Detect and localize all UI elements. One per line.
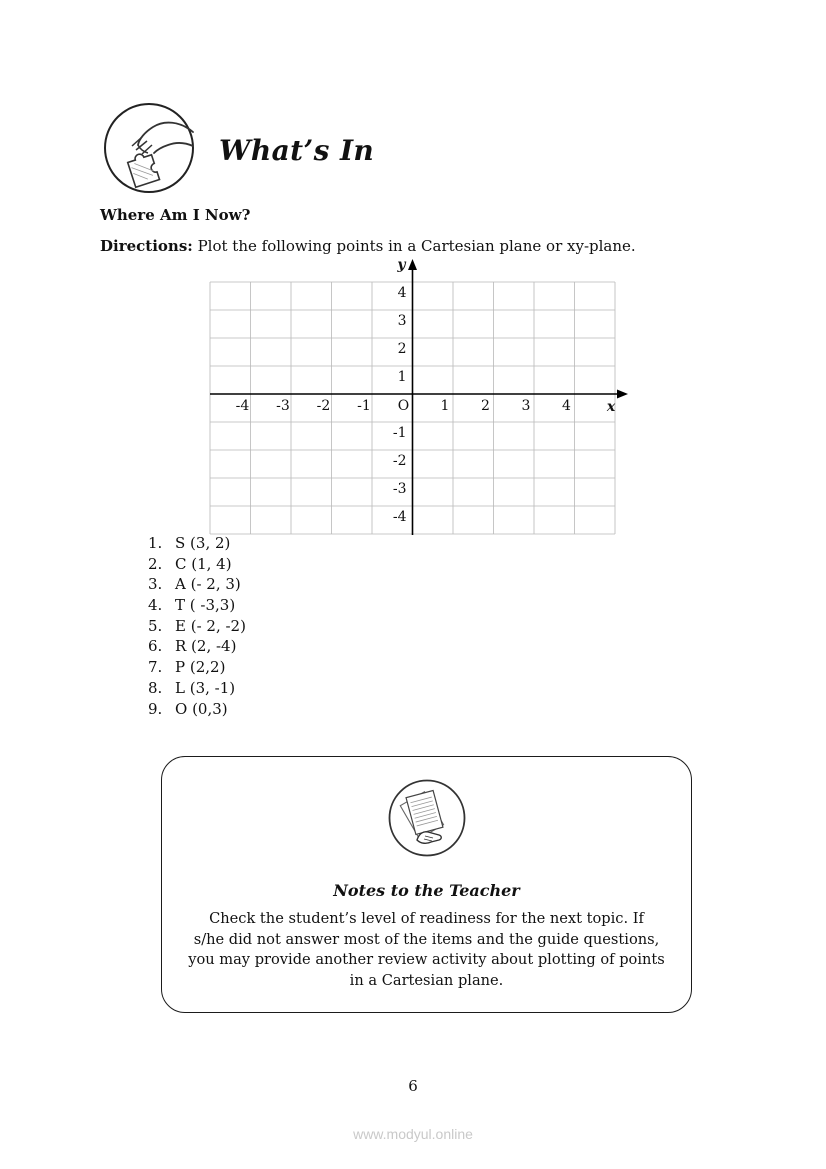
tick-label: 3 [397,313,407,329]
tick-label: -2 [392,453,407,469]
list-item [148,637,246,658]
tick-label: 4 [397,285,407,301]
notes-body-line: s/he did not answer most of the items and the guide questions, [193,930,660,948]
tick-label: 3 [521,398,531,414]
tick-label: 1 [397,369,407,385]
directions-text: Plot the following points in a Cartesian plane or xy-plane. [197,237,636,255]
list-item [148,575,246,596]
list-item-text: S (3, 2) [175,534,231,552]
tick-label: -1 [392,425,407,441]
directions [100,237,636,255]
list-item-text: L (3, -1) [175,678,236,697]
directions-label: Directions: [100,237,193,255]
list-item-number: 9. [148,699,163,718]
cartesian-plane [198,256,636,548]
tick-label: -3 [392,481,407,497]
list-item-number: 7. [148,658,163,677]
whats-in-title: What’s In [219,134,375,167]
notes-title: Notes to the Teacher [333,881,520,900]
list-item [148,658,246,679]
list-item-text: E (- 2, -2) [175,616,246,635]
points-list [148,534,246,720]
list-item-number: 3. [148,575,163,594]
list-item [148,596,246,617]
notes-body-line: in a Cartesian plane. [349,971,504,989]
list-item [148,617,246,638]
puzzle-hand-icon [102,101,196,195]
list-item-text: P (2,2) [175,658,226,677]
list-item-number: 1. [148,534,163,552]
list-item-number: 4. [148,596,163,615]
tick-label: 2 [481,398,490,414]
tick-label: -3 [276,398,290,414]
y-axis [408,259,417,535]
notes-box [161,756,692,1013]
y-axis-label: y [397,257,406,273]
origin-label: O [397,398,410,414]
tick-label: 1 [440,398,450,414]
tick-label: -4 [235,398,250,414]
tick-label: -2 [316,398,331,414]
notes-papers-icon [387,778,467,858]
tick-label: -1 [357,398,371,414]
list-item-text: A (- 2, 3) [175,575,241,594]
notes-body-line: Check the student’s level of readiness for the next topic. If [209,910,644,927]
notes-body-line: you may provide another review activity about plotting of points [188,951,665,969]
list-item-number: 8. [148,678,163,697]
section-heading: Where Am I Now? [100,206,251,224]
list-item [148,534,246,555]
page-number: 6 [408,1077,418,1095]
list-item-text: O (0,3) [175,699,228,718]
list-item [148,700,246,721]
list-item-number: 5. [148,616,163,635]
tick-label: -4 [392,509,407,525]
list-item [148,679,246,700]
list-item-number: 2. [148,554,163,573]
list-item-text: C (1, 4) [175,554,232,573]
tick-label: 2 [397,341,407,357]
list-item-text: R (2, -4) [175,637,237,656]
tick-label: 4 [562,398,571,414]
notes-body [184,909,669,991]
x-axis-label: x [606,399,616,415]
list-item-number: 6. [148,637,163,656]
list-item-text: T ( -3,3) [175,596,236,615]
list-item [148,555,246,576]
watermark: www.modyul.online [353,1126,473,1142]
